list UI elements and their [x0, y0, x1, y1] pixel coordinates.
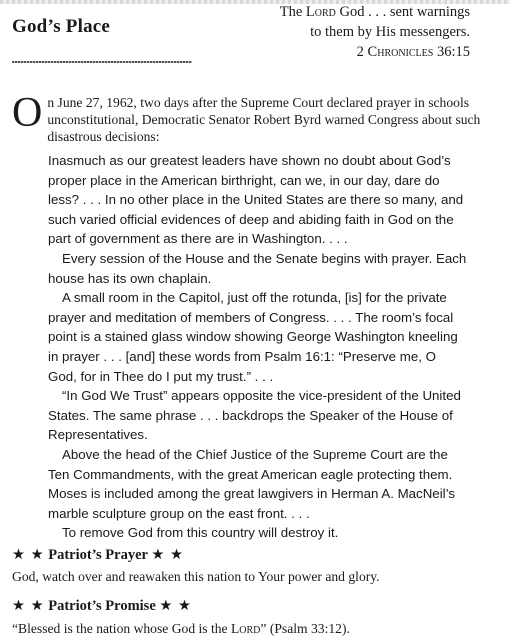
- star-icon: ★ ★: [12, 598, 45, 614]
- title-divider: [12, 61, 192, 63]
- page-title: God’s Place: [12, 16, 111, 37]
- patriots-promise-text: [12, 620, 350, 637]
- quote-paragraph-1: Inasmuch as our greatest leaders have shown no doubt about God’s proper place in the American birthright, can we, in our day, dare do less? . . . In no other place in the United States are there so many, and such varied official evidences of deep and abiding faith in God on the part of government as there are in Washington. . . .: [48, 153, 464, 247]
- quote-paragraph-4: “In God We Trust” appears opposite the vice-president of the United States. The same phrase . . . backdrops the Speaker of the House of Representatives.: [48, 388, 461, 443]
- intro-text: n June 27, 1962, two days after the Supreme Court declared prayer in schools unconstitutional, Democratic Senator Robert Byrd warned Congress about such disastrous decisions:: [47, 95, 481, 144]
- quote-paragraph-2: Every session of the House and the Senate begins with prayer. Each house has its own chaplain.: [48, 250, 467, 286]
- patriots-prayer-text: God, watch over and reawaken this nation to Your power and glory.: [12, 569, 380, 584]
- epigraph-reference: 2 Chronicles 36:15: [356, 44, 470, 60]
- patriots-prayer-heading: [12, 547, 184, 564]
- quote-paragraph-3: A small room in the Capitol, just off the rotunda, [is] for the private prayer and meditation of members of Congress. . . . The room’s focal point is a stained glass window showing George Washington kneeling in prayer . . . [and] these words from Psalm 16:1: “Preserve me, O God, for in Thee do I put my trust.” . . .: [48, 290, 458, 384]
- byrd-quote: [48, 151, 468, 543]
- epigraph-line-1: [280, 2, 470, 22]
- patriots-promise-heading: [12, 598, 192, 615]
- epigraph-suffix: God . . . sent warnings: [335, 4, 470, 20]
- star-icon: ★ ★: [12, 547, 45, 563]
- patriots-promise-title: Patriot’s Promise: [48, 598, 156, 614]
- quote-paragraph-5: Above the head of the Chief Justice of the Supreme Court are the Ten Commandments, with the great American eagle protecting them. Moses is included among the great lawgivers in Herman A. MacNeil’s marble sculpture group on the east front. . . .: [48, 446, 455, 521]
- epigraph-lord: Lord: [305, 4, 336, 20]
- star-icon: ★ ★: [159, 598, 193, 614]
- promise-text-before: “Blessed is the nation whose God is the: [12, 621, 231, 636]
- promise-lord: Lord: [230, 621, 261, 636]
- star-icon: ★ ★: [151, 547, 184, 563]
- drop-cap: O: [12, 90, 43, 136]
- epigraph-line-2: to them by His messengers.: [310, 24, 470, 40]
- quote-paragraph-6: To remove God from this country will destroy it.: [62, 525, 339, 541]
- epigraph-prefix: The: [279, 4, 306, 20]
- epigraph: [280, 2, 470, 62]
- promise-text-after: ” (Psalm 33:12).: [260, 621, 350, 636]
- intro-paragraph: [12, 90, 490, 145]
- patriots-prayer-title: Patriot’s Prayer: [48, 547, 148, 563]
